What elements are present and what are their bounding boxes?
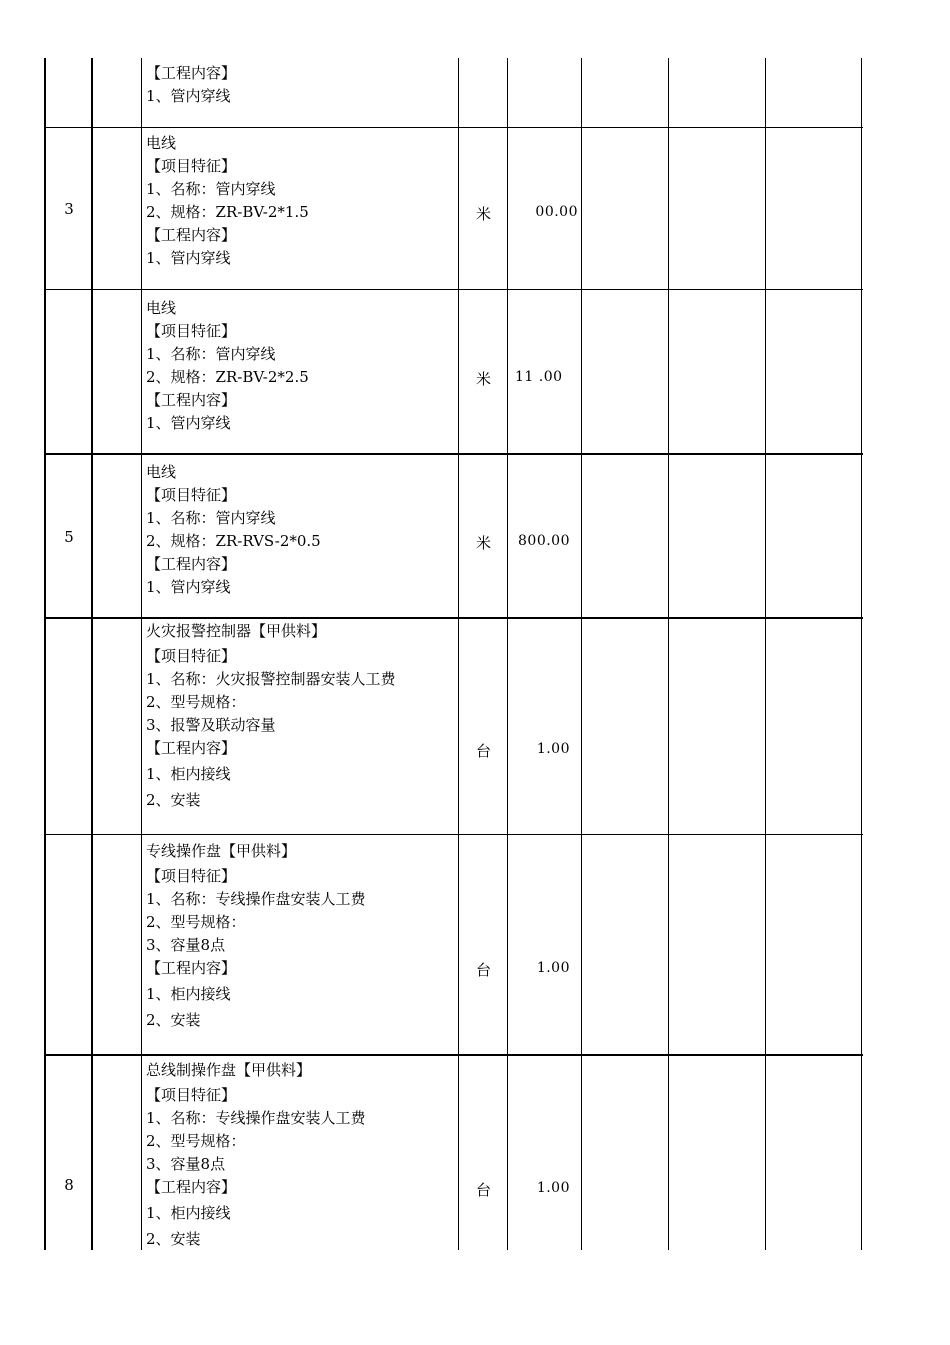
description-line: 1、名称：火灾报警控制器安装人工费 bbox=[146, 670, 396, 688]
description-line: 1、名称：专线操作盘安装人工费 bbox=[146, 890, 366, 908]
item-sequence-number: 3 bbox=[64, 200, 74, 218]
description-line: 2、型号规格： bbox=[146, 693, 246, 711]
grid-line bbox=[44, 127, 863, 128]
item-sequence-number: 8 bbox=[64, 1176, 74, 1194]
item-sequence-number: 5 bbox=[64, 528, 74, 546]
item-quantity: 1.00 bbox=[536, 1180, 570, 1196]
item-quantity: 1.00 bbox=[536, 741, 570, 757]
item-unit: 台 bbox=[475, 961, 491, 979]
description-line: 3、报警及联动容量 bbox=[146, 716, 276, 734]
description-line: 电线 bbox=[146, 463, 177, 481]
grid-line bbox=[581, 58, 582, 1250]
description-line: 2、规格：ZR-RVS-2*0.5 bbox=[146, 532, 321, 550]
item-quantity: 11 .00 bbox=[515, 369, 563, 385]
description-line: 【项目特征】 bbox=[146, 486, 237, 504]
item-description bbox=[146, 1059, 366, 1251]
description-line: 1、柜内接线 bbox=[146, 1204, 231, 1222]
description-line: 【工程内容】 bbox=[146, 555, 237, 573]
description-line: 【工程内容】 bbox=[146, 959, 237, 977]
description-line: 2、规格：ZR-BV-2*2.5 bbox=[146, 368, 309, 386]
description-line: 1、名称：专线操作盘安装人工费 bbox=[146, 1109, 366, 1127]
grid-line bbox=[44, 289, 863, 290]
item-description bbox=[146, 62, 236, 108]
description-line: 2、型号规格： bbox=[146, 1132, 246, 1150]
item-unit: 台 bbox=[475, 742, 491, 760]
description-line: 【工程内容】 bbox=[146, 64, 237, 82]
description-line: 3、容量8点 bbox=[146, 1155, 226, 1173]
description-line: 2、安装 bbox=[146, 1230, 201, 1248]
grid-line bbox=[668, 58, 669, 1250]
description-line: 2、安装 bbox=[146, 1011, 201, 1029]
description-line: 电线 bbox=[146, 299, 177, 317]
grid-line bbox=[44, 453, 863, 455]
grid-line bbox=[44, 617, 863, 619]
item-quantity: 00.00 bbox=[535, 204, 578, 220]
description-line: 1、名称：管内穿线 bbox=[146, 345, 276, 363]
description-line: 3、容量8点 bbox=[146, 936, 226, 954]
description-line: 【工程内容】 bbox=[146, 1178, 237, 1196]
grid-line bbox=[44, 1054, 863, 1056]
item-description bbox=[146, 297, 309, 435]
item-description bbox=[146, 461, 321, 599]
description-line: 【项目特征】 bbox=[146, 647, 237, 665]
grid-line bbox=[458, 58, 459, 1250]
item-unit: 米 bbox=[475, 534, 491, 552]
item-quantity: 1.00 bbox=[536, 960, 570, 976]
description-line: 2、安装 bbox=[146, 791, 201, 809]
description-line: 2、规格：ZR-BV-2*1.5 bbox=[146, 203, 309, 221]
item-description bbox=[146, 840, 366, 1032]
item-unit: 米 bbox=[475, 370, 491, 388]
description-line: 火灾报警控制器【甲供料】 bbox=[146, 622, 327, 640]
item-quantity: 800.00 bbox=[518, 533, 570, 549]
description-line: 2、型号规格： bbox=[146, 913, 246, 931]
description-line: 1、柜内接线 bbox=[146, 985, 231, 1003]
description-line: 1、管内穿线 bbox=[146, 249, 231, 267]
description-line: 1、管内穿线 bbox=[146, 87, 231, 105]
item-description bbox=[146, 620, 396, 812]
item-description bbox=[146, 132, 309, 270]
description-line: 专线操作盘【甲供料】 bbox=[146, 842, 297, 860]
description-line: 【项目特征】 bbox=[146, 157, 237, 175]
description-line: 【工程内容】 bbox=[146, 391, 237, 409]
description-line: 1、名称：管内穿线 bbox=[146, 180, 276, 198]
description-line: 总线制操作盘【甲供料】 bbox=[146, 1061, 312, 1079]
grid-line bbox=[44, 834, 863, 835]
description-line: 电线 bbox=[146, 134, 177, 152]
item-unit: 台 bbox=[475, 1181, 491, 1199]
grid-line bbox=[44, 58, 46, 1250]
description-line: 1、管内穿线 bbox=[146, 578, 231, 596]
grid-line bbox=[861, 58, 862, 1250]
grid-line bbox=[91, 58, 93, 1250]
grid-line bbox=[765, 58, 766, 1250]
description-line: 1、柜内接线 bbox=[146, 765, 231, 783]
description-line: 【项目特征】 bbox=[146, 867, 237, 885]
grid-line bbox=[141, 58, 142, 1250]
description-line: 【工程内容】 bbox=[146, 226, 237, 244]
grid-line bbox=[507, 58, 508, 1250]
description-line: 1、管内穿线 bbox=[146, 414, 231, 432]
description-line: 【项目特征】 bbox=[146, 1086, 237, 1104]
description-line: 【工程内容】 bbox=[146, 739, 237, 757]
description-line: 【项目特征】 bbox=[146, 322, 237, 340]
item-unit: 米 bbox=[475, 205, 491, 223]
description-line: 1、名称：管内穿线 bbox=[146, 509, 276, 527]
